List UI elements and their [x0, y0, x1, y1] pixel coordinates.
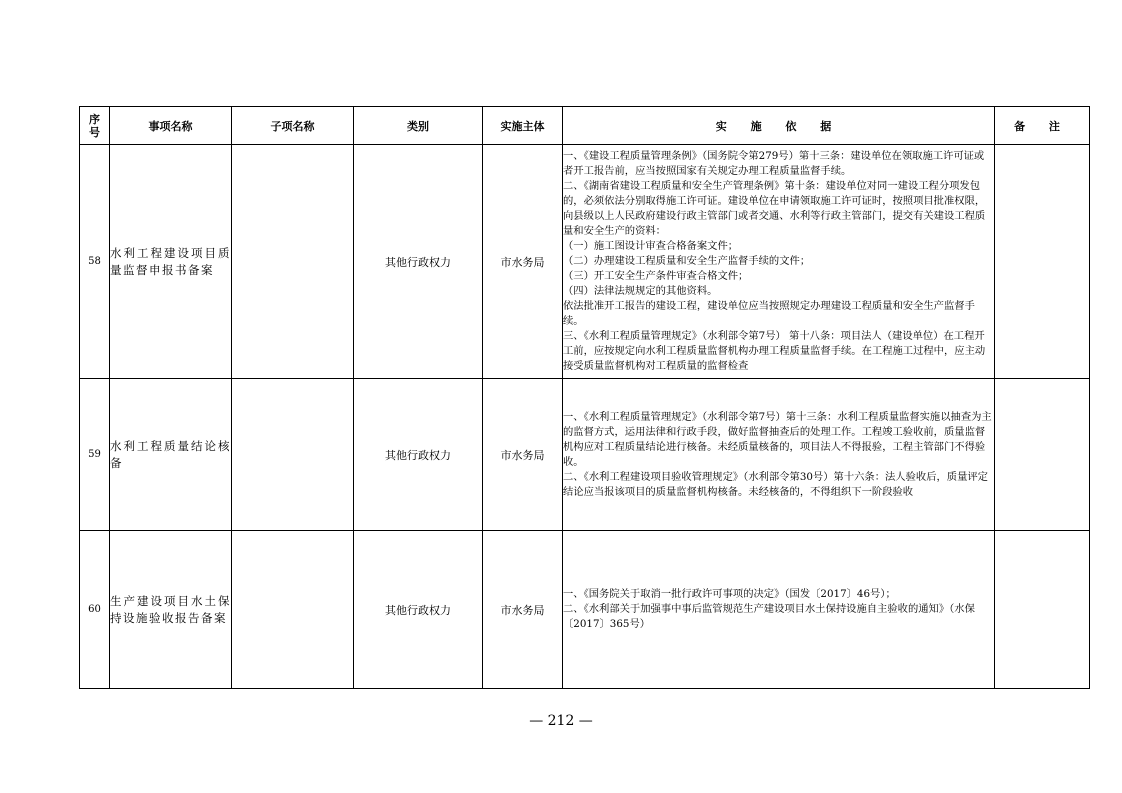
row-remark	[995, 531, 1090, 689]
basis-line: （二）办理建设工程质量和安全生产监督手续的文件；	[563, 255, 811, 267]
basis-line: （一）施工图设计审查合格备案文件；	[563, 240, 739, 252]
row-basis	[563, 531, 995, 689]
row-sub-item	[232, 379, 354, 531]
row-sub-item	[232, 531, 354, 689]
table-row	[80, 145, 1090, 379]
header-seq	[80, 107, 110, 145]
header-subject: 实施主体	[483, 107, 563, 145]
row-basis	[563, 145, 995, 379]
row-number: 59	[80, 379, 110, 531]
row-item-name: 水利工程建设项目质量监督申报书备案	[110, 145, 232, 379]
row-sub-item	[232, 145, 354, 379]
basis-line: 一、《国务院关于取消一批行政许可事项的决定》（国发〔2017〕46号）；	[563, 588, 896, 600]
header-basis-label: 实 施 依 据	[715, 119, 842, 133]
basis-line: （三）开工安全生产条件审查合格文件；	[563, 270, 749, 282]
row-item-name: 生产建设项目水土保持设施验收报告备案	[110, 531, 232, 689]
row-basis	[563, 379, 995, 531]
items-table	[79, 106, 1090, 689]
table-row	[80, 379, 1090, 531]
header-basis	[563, 107, 995, 145]
row-number: 58	[80, 145, 110, 379]
row-remark	[995, 379, 1090, 531]
row-subject: 市水务局	[483, 531, 563, 689]
basis-line: （四）法律法规规定的其他资料。	[563, 285, 718, 297]
row-item-name: 水利工程质量结论核备	[110, 379, 232, 531]
basis-line: 一、《水利工程质量管理规定》（水利部令第7号）第十三条：水利工程质量监督实施以抽查为主的监督方式，运用法律和行政手段，做好监督抽查后的处理工作。工程竣工验收前，质量监督机构应对工程质量结论进行核备。未经质量核备的，项目法人不得报验，工程主管部门不得验收。	[563, 410, 992, 468]
basis-line: 三、《水利工程质量管理规定》（水利部令第7号） 第十八条：项目法人（建设单位）在工程开工前，应按规定向水利工程质量监督机构办理工程质量监督手续。在工程施工过程中，应主动接受质量监督机构对工程质量的监督检查	[563, 330, 986, 372]
header-item-name: 事项名称	[110, 107, 232, 145]
table-row	[80, 531, 1090, 689]
header-category: 类别	[354, 107, 483, 145]
header-sub-item: 子项名称	[232, 107, 354, 145]
header-row	[80, 107, 1090, 145]
page-number: — 212 —	[529, 713, 593, 729]
basis-line: 二、《水利工程建设项目验收管理规定》（水利部令第30号）第十六条：法人验收后，质量评定结论应当报该项目的质量监督机构核备。未经核备的，不得组织下一阶段验收	[563, 470, 988, 498]
basis-line: 一、《建设工程质量管理条例》（国务院令第279号）第十三条：建设单位在领取施工许可证或者开工报告前，应当按照国家有关规定办理工程质量监督手续。	[563, 150, 985, 177]
basis-line: 二、《湖南省建设工程质量和安全生产管理条例》第十条：建设单位对同一建设工程分项发包的，必须依法分别取得施工许可证。建设单位在申请领取施工许可证时，按照项目批准权限，向县级以上人民政府建设行政主管部门或者交通、水利等行政主管部门，提交有关建设工程质量和安全生产的资料：	[563, 180, 986, 237]
row-subject: 市水务局	[483, 379, 563, 531]
header-seq-top: 序	[89, 112, 100, 126]
row-category: 其他行政权力	[354, 531, 483, 689]
row-category: 其他行政权力	[354, 379, 483, 531]
header-seq-bottom: 号	[89, 125, 100, 139]
basis-line: 依法批准开工报告的建设工程，建设单位应当按照规定办理建设工程质量和安全生产监督手续。	[563, 300, 975, 327]
row-category: 其他行政权力	[354, 145, 483, 379]
row-subject: 市水务局	[483, 145, 563, 379]
header-remark	[995, 107, 1090, 145]
header-remark-label: 备 注	[1014, 119, 1070, 133]
row-remark	[995, 145, 1090, 379]
row-number: 60	[80, 531, 110, 689]
basis-line: 二、《水利部关于加强事中事后监管规范生产建设项目水土保持设施自主验收的通知》（水保〔2017〕365号）	[563, 603, 975, 630]
